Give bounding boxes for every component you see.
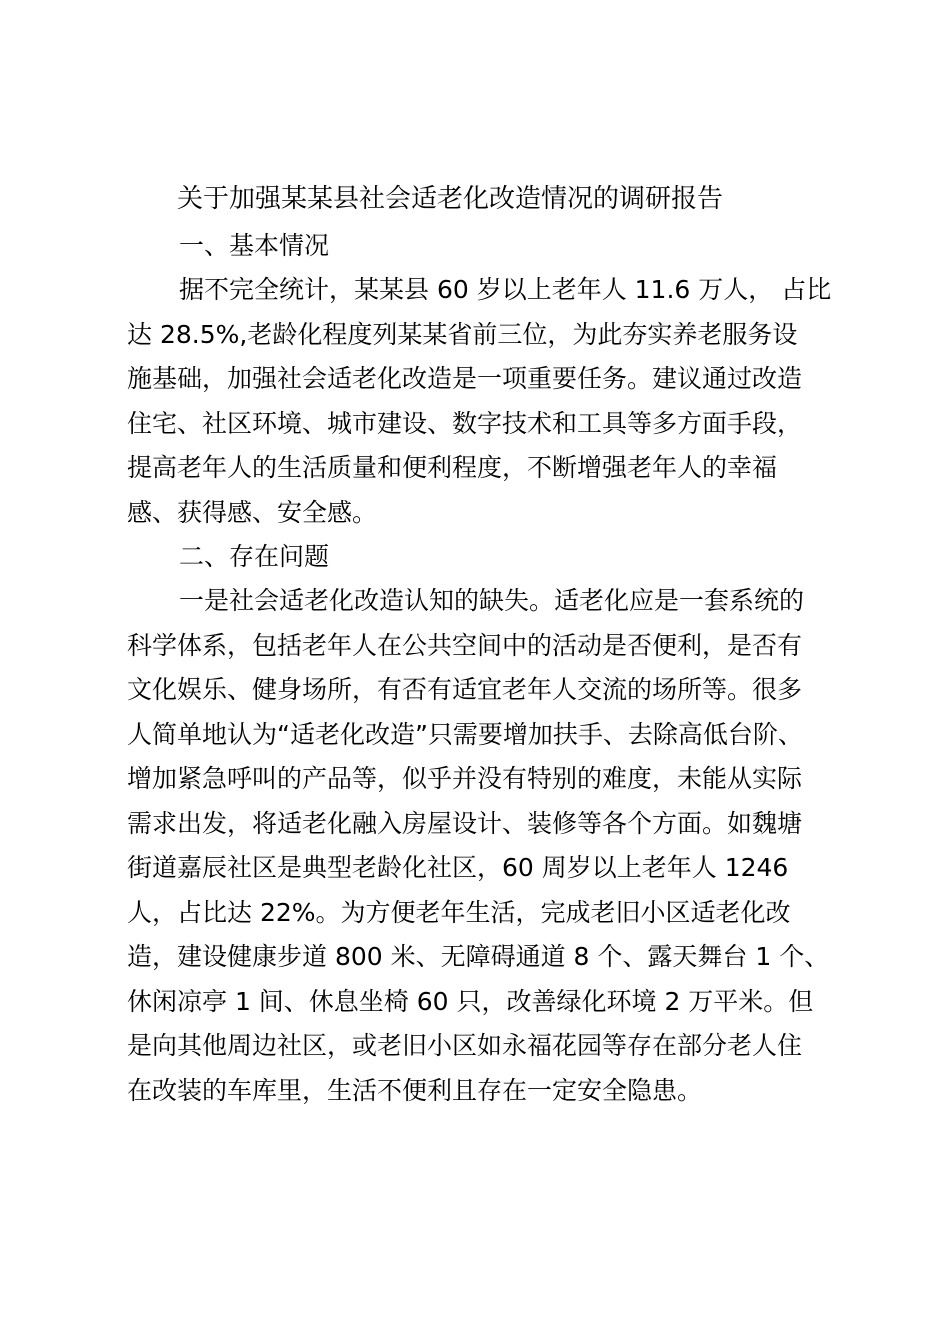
paragraph-line: 是向其他周边社区，或老旧小区如永福花园等存在部分老人住 xyxy=(127,1031,803,1060)
paragraph-line: 住宅、社区环境、城市建设、数字技术和工具等多方面手段， xyxy=(127,408,803,438)
paragraph-line: 文化娱乐、健身场所，有否有适宜老年人交流的场所等。很多 xyxy=(127,675,803,704)
paragraph-line: 一是社会适老化改造认知的缺失。适老化应是一套系统的 xyxy=(179,586,805,615)
document-page xyxy=(127,174,832,1113)
paragraph-basic-situation xyxy=(127,268,832,535)
section-heading-basic: 一、基本情况 xyxy=(179,231,330,260)
paragraph-line: 施基础，加强社会适老化改造是一项重要任务。建议通过改造 xyxy=(127,364,803,393)
paragraph-line: 在改装的车库里，生活不便利且存在一定安全隐患。 xyxy=(127,1075,703,1105)
paragraph-line: 科学体系，包括老年人在公共空间中的活动是否便利，是否有 xyxy=(127,630,803,660)
paragraph-line: 休闲凉亭 1 间、休息坐椅 60 只，改善绿化环境 2 万平米。但 xyxy=(127,986,814,1016)
paragraph-line: 提高老年人的生活质量和便利程度，不断增强老年人的幸福 xyxy=(127,453,778,482)
document-title: 关于加强某某县社会适老化改造情况的调研报告 xyxy=(177,184,724,214)
section-heading-problems: 二、存在问题 xyxy=(179,542,330,571)
paragraph-line: 人简单地认为“适老化改造”只需要增加扶手、去除高低台阶、 xyxy=(127,719,803,749)
paragraph-problems xyxy=(127,579,830,1113)
paragraph-line: 造，建设健康步道 800 米、无障碍通道 8 个、露天舞台 1 个、 xyxy=(127,942,830,971)
paragraph-line: 据不完全统计，某某县 60 岁以上老年人 11.6 万人， 占比 xyxy=(179,275,832,304)
paragraph-line: 达 28.5%,老龄化程度列某某省前三位，为此夯实养老服务设 xyxy=(127,319,798,349)
paragraph-line: 感、获得感、安全感。 xyxy=(127,497,378,527)
paragraph-line: 需求出发，将适老化融入房屋设计、装修等各个方面。如魏塘 xyxy=(127,808,803,838)
paragraph-line: 增加紧急呼叫的产品等，似乎并没有特别的难度，未能从实际 xyxy=(127,764,803,793)
paragraph-line: 人，占比达 22%。为方便老年生活，完成老旧小区适老化改 xyxy=(127,897,791,927)
paragraph-line: 街道嘉辰社区是典型老龄化社区，60 周岁以上老年人 1246 xyxy=(127,853,789,882)
